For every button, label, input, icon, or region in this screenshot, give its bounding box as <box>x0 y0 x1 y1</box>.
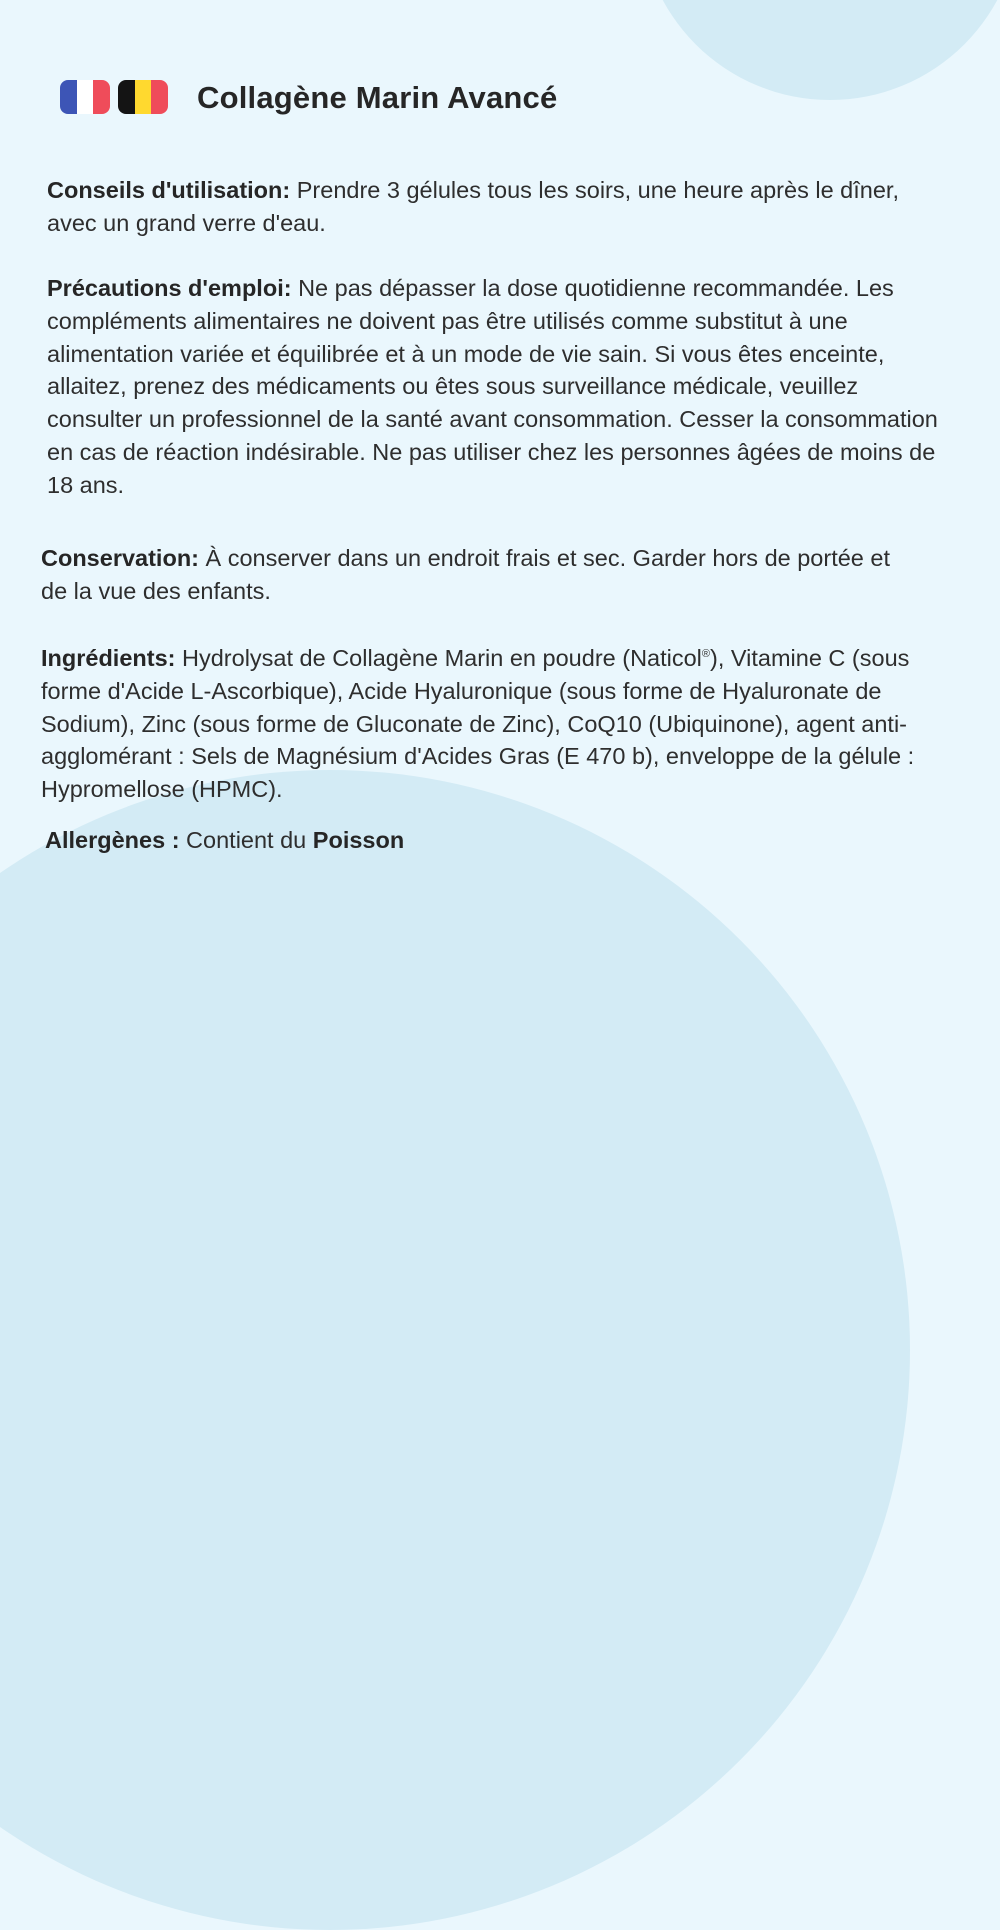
precautions-section <box>47 272 959 502</box>
allergens-section <box>45 824 945 857</box>
ingredients-section <box>41 642 956 806</box>
conservation-text: À conserver dans un endroit frais et sec. Garder hors de portée et de la vue des enfants. <box>41 545 891 604</box>
allergen-name: Poisson <box>312 827 405 853</box>
registered-mark: ® <box>701 648 711 661</box>
usage-label: Conseils d'utilisation: <box>47 177 291 203</box>
usage-text: Prendre 3 gélules tous les soirs, une heure après le dîner, avec un grand verre d'eau. <box>47 177 899 236</box>
france-flag-icon <box>60 80 110 114</box>
conservation-section <box>41 542 901 608</box>
background-circle-top <box>640 0 1000 100</box>
allergens-text: Contient du <box>179 827 313 853</box>
background-circle-bottom <box>0 770 910 1930</box>
ingredients-text-after: ), Vitamine C (sous forme d'Acide L-Ascorbique), Acide Hyaluronique (sous forme de Hyaluronate de Sodium), Zinc (sous forme de Gluconate de Zinc), CoQ10 (Ubiquinone), agent anti-agglomérant : Sels de Magnésium d'Acides Gras (E 470 b), enveloppe de la gélule : Hypromellose (HPMC). <box>41 645 915 803</box>
usage-section <box>47 174 947 240</box>
language-flags <box>60 80 168 114</box>
ingredients-label: Ingrédients: <box>41 645 176 671</box>
precautions-label: Précautions d'emploi: <box>47 275 292 301</box>
ingredients-text-before: Hydrolysat de Collagène Marin en poudre (Naticol <box>175 645 702 671</box>
product-title: Collagène Marin Avancé <box>197 80 558 115</box>
allergens-label: Allergènes : <box>45 827 180 853</box>
belgium-flag-icon <box>118 80 168 114</box>
conservation-label: Conservation: <box>41 545 199 571</box>
precautions-text: Ne pas dépasser la dose quotidienne recommandée. Les compléments alimentaires ne doivent pas être utilisés comme substitut à une alimentation variée et équilibrée et à un mode de vie sain. Si vous êtes enceinte, allaitez, prenez des médicaments ou êtes sous surveillance médicale, veuillez consulter un professionnel de la santé avant consommation. Cesser la consommation en cas de réaction indésirable. Ne pas utiliser chez les personnes âgées de moins de 18 ans. <box>47 275 938 498</box>
